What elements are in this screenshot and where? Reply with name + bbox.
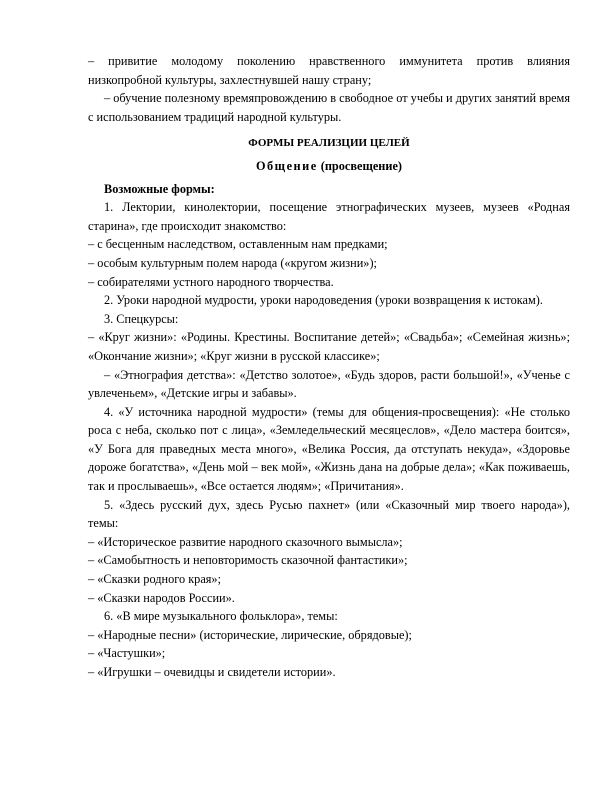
list-item: – «Самобытность и неповторимость сказочной фантастики»; (88, 553, 408, 568)
list-item: 3. Спецкурсы: (104, 311, 179, 326)
section-subtitle (88, 157, 570, 176)
list-item: 5. «Здесь русский дух, здесь Русью пахнет» (или «Сказочный мир твоего народа»), темы: (88, 497, 570, 531)
list-item: – «Игрушки – очевидцы и свидетели истории». (88, 665, 336, 679)
section-title: ФОРМЫ РЕАЛИЗЦИИ ЦЕЛЕЙ (248, 137, 410, 150)
list-item: – с бесценным наследством, оставленным нам предками; (88, 237, 388, 252)
list-item: 1. Лектории, кинолектории, посещение этнографических музеев, музеев «Родная старина», где происходит знакомство: (88, 200, 570, 233)
list-item: – «Круг жизни»: «Родины. Крестины. Воспитание детей»; «Свадьба»; «Семейная жизнь»; «Окончание жизни»; «Круг жизни в русской классике»; (88, 330, 570, 363)
list-item: 2. Уроки народной мудрости, уроки народоведения (уроки возвращения к истокам). (104, 293, 543, 308)
intro-paragraph-1: – привитие молодому поколению нравственного иммунитета против влияния низкопробной культуры, захлестнувшей нашу страну; (88, 54, 570, 87)
list-item: – «Частушки»; (88, 646, 166, 661)
subtitle-note: (просвещение) (320, 158, 403, 173)
intro-paragraph-2: – обучение полезному времяпровождению в свободное от учебы и других занятий время с использованием традиций народной культуры. (88, 91, 570, 124)
list-item: – собирателями устного народного творчества. (88, 274, 334, 289)
list-item: – «Сказки родного края»; (88, 572, 221, 587)
list-item: – «Сказки народов России». (88, 590, 235, 605)
list-item: 6. «В мире музыкального фольклора», темы: (104, 609, 338, 624)
list-item: – «Историческое развитие народного сказочного вымысла»; (88, 534, 403, 549)
list-item: – особым культурным полем народа («кругом жизни»); (88, 255, 377, 270)
list-item: 4. «У источника народной мудрости» (темы для общения-просвещения): «Не столько роса с неба, сколько пот с лица», «Земледельческий месяцеслов», «Дело мастера боится», «У Бога для праведных места много», «Велика Россия, да отступать некуда», «Здоровье дороже богатства», «День мой – век мой», «Жизнь дана на добрые дела»; «Как поживаешь, так и прослываешь», «Все остается людям»; «Причитания». (88, 404, 570, 494)
forms-heading: Возможные формы: (104, 181, 215, 196)
list-item: – «Народные песни» (исторические, лирические, обрядовые); (88, 627, 412, 642)
subtitle-main: Общение (255, 158, 318, 173)
list-item: – «Этнография детства»: «Детство золотое», «Будь здоров, расти большой!», «Ученье с увлеченьем», «Детские игры и забавы». (88, 367, 570, 401)
